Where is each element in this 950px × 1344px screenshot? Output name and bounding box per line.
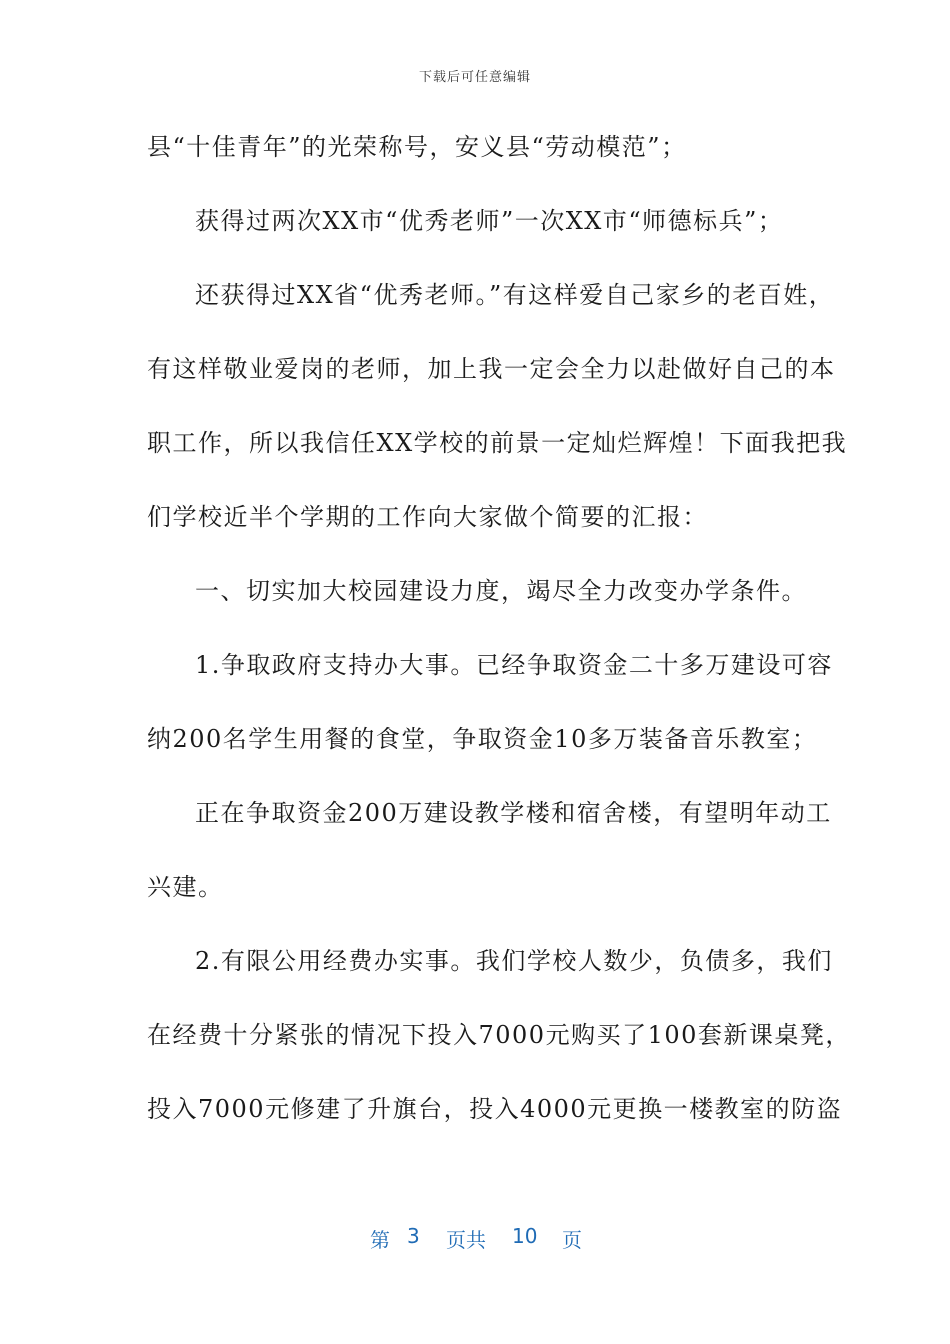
- footer-total-pages: 10: [512, 1224, 538, 1248]
- footer-prefix: 第: [370, 1228, 390, 1252]
- footer-current-page: 3: [407, 1224, 420, 1248]
- paragraph-line: 在经费十分紧张的情况下投入7000元购买了100套新课桌凳，: [147, 1021, 851, 1049]
- footer-suffix: 页: [562, 1228, 582, 1252]
- paragraph-line: 们学校近半个学期的工作向大家做个简要的汇报：: [147, 503, 708, 531]
- paragraph-line: 1.争取政府支持办大事。已经争取资金二十多万建设可容: [195, 651, 833, 679]
- paragraph-line: 职工作，所以我信任XX学校的前景一定灿烂辉煌！下面我把我: [147, 429, 848, 457]
- paragraph-line: 有这样敬业爱岗的老师，加上我一定会全力以赴做好自己的本: [147, 355, 836, 383]
- paragraph-line: 获得过两次XX市“优秀老师”一次XX市“师德标兵”；: [195, 207, 784, 235]
- header-note: 下载后可任意编辑: [418, 70, 531, 85]
- footer-middle: 页共: [446, 1228, 486, 1252]
- paragraph-line: 2.有限公用经费办实事。我们学校人数少，负债多，我们: [195, 947, 833, 975]
- section-heading: 一、切实加大校园建设力度，竭尽全力改变办学条件。: [195, 577, 807, 605]
- paragraph-line: 还获得过XX省“优秀老师。”有这样爱自己家乡的老百姓，: [195, 281, 835, 309]
- paragraph-line: 投入7000元修建了升旗台，投入4000元更换一楼教室的防盗: [147, 1095, 843, 1123]
- paragraph-line: 兴建。: [147, 873, 224, 901]
- paragraph-line: 县“十佳青年”的光荣称号，安义县“劳动模范”；: [147, 133, 687, 161]
- paragraph-line: 正在争取资金200万建设教学楼和宿舍楼，有望明年动工: [195, 799, 832, 827]
- paragraph-line: 纳200名学生用餐的食堂，争取资金10多万装备音乐教室；: [147, 725, 818, 753]
